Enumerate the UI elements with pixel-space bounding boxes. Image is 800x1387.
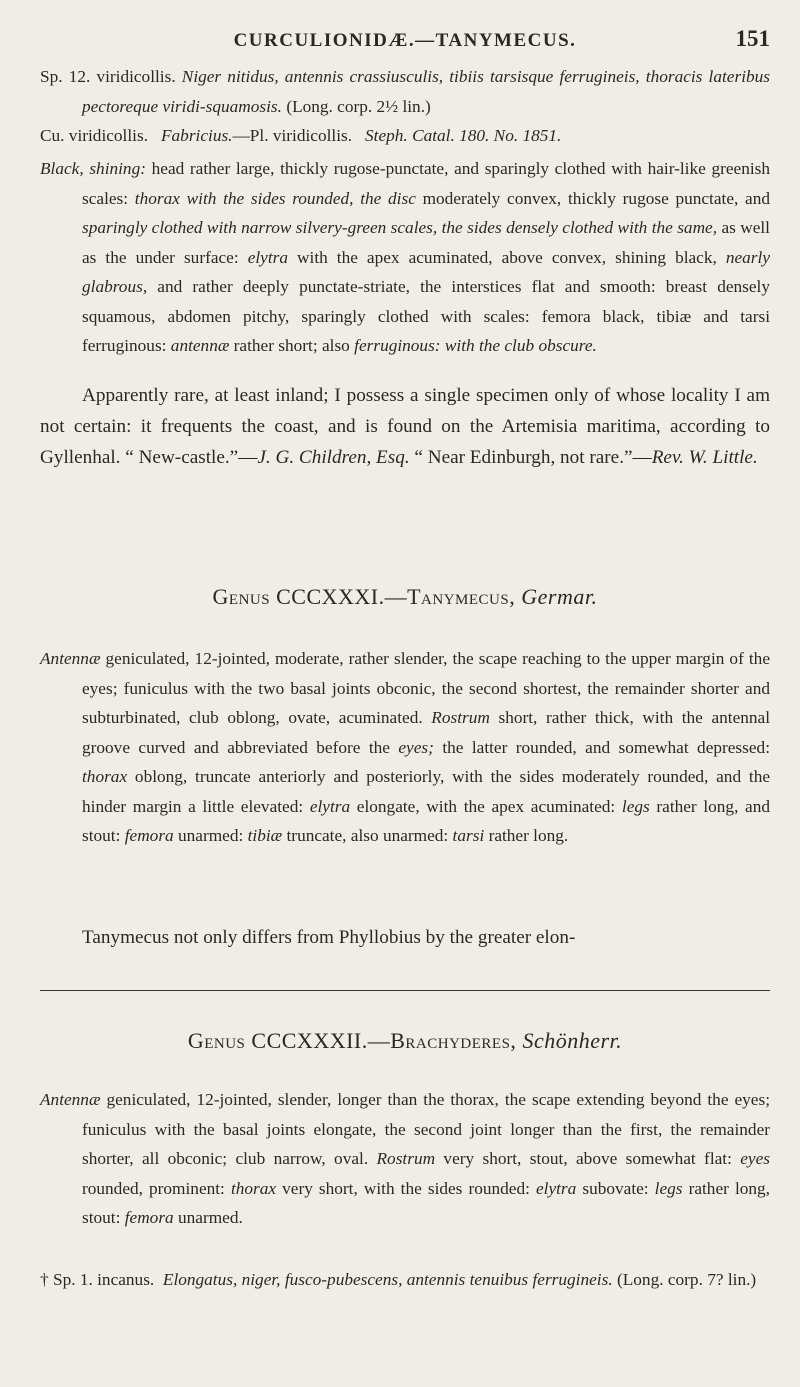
species-1-label: † Sp. 1. incanus.	[40, 1270, 155, 1289]
genus-word: Genus	[212, 584, 271, 609]
g2-antennae: Antennæ	[40, 1090, 101, 1109]
g2-b: very short, stout, above somewhat flat:	[435, 1149, 741, 1168]
habitat-little: Rev. W. Little.	[651, 447, 758, 468]
genus-ccxxxi-diagnosis	[40, 644, 770, 851]
genus2-name: Brachyderes,	[390, 1028, 517, 1053]
desc-elytra: elytra	[247, 247, 288, 267]
g1-d: oblong, truncate anteriorly and posteriorly, with the sides moderately rounded, and the hinder margin a little elevated:	[82, 767, 770, 816]
synonymy-fabricius: Fabricius.	[160, 126, 233, 145]
species-1-entry	[40, 1265, 770, 1295]
desc-thorax-b: moderately convex, thickly rugose punctate, and	[415, 188, 770, 208]
desc-thorax: thorax with the sides rounded, the disc	[134, 188, 416, 208]
genus2-dash: —	[367, 1028, 391, 1053]
g1-femora: femora	[124, 826, 174, 845]
desc-antennae: antennæ	[170, 336, 230, 355]
genus-dash: —	[384, 584, 408, 609]
desc-striate: and rather deeply punctate-striate, the interstices flat and smooth: breast densely squamous, abdomen pitchy, sparingly clothed with scales: femora black, tibiæ and tarsi ferruginous:	[82, 277, 770, 355]
genus2-word: Genus	[187, 1028, 246, 1053]
g1-rostrum: Rostrum	[431, 708, 490, 727]
g2-eyes: eyes	[740, 1149, 770, 1168]
g1-thorax: thorax	[82, 767, 128, 786]
habitat-children: J. G. Children, Esq.	[257, 447, 410, 468]
section-rule	[40, 990, 770, 991]
g2-a: geniculated, 12-jointed, slender, longer than the thorax, the scape extending beyond the eyes; funiculus with the basal joints elongate, the second joint longer than the first, the remainder shorter, all obconic; club narrow, oval.	[82, 1090, 770, 1168]
species-12-latin: Niger nitidus, antennis crassiusculis, tibiis tarsisque ferrugineis, thoracis lateribus pectoreque viridi-squamosis.	[82, 67, 770, 116]
habitat-paragraph	[40, 380, 770, 473]
genus-numeral: CCCXXXI.	[276, 584, 385, 609]
g2-rostrum: Rostrum	[376, 1149, 436, 1168]
species-1-text	[40, 1265, 770, 1295]
species-12-description	[40, 154, 770, 361]
g1-b: short, rather thick, with the antennal groove curved and abbreviated before the	[82, 708, 770, 757]
genus-ccxxxi-heading	[40, 582, 770, 612]
g1-c: the latter rounded, and somewhat depressed:	[433, 737, 770, 757]
g1-h: truncate, also unarmed:	[282, 826, 453, 845]
g2-elytra: elytra	[535, 1178, 577, 1198]
g1-e: elongate, with the apex acuminated:	[350, 796, 622, 816]
genus2-numeral: CCCXXXII.	[251, 1028, 368, 1053]
page-number: 151	[735, 26, 770, 51]
g1-legs: legs	[621, 796, 650, 816]
g1-elytra: elytra	[309, 796, 351, 816]
species-1-measure: (Long. corp. 7? lin.)	[616, 1270, 757, 1289]
running-title: CURCULIONIDÆ.—TANYMECUS.	[233, 30, 577, 51]
genus2-authority: Schönherr.	[522, 1028, 623, 1053]
g1-antennae: Antennæ	[40, 649, 101, 668]
species-1-latin: Elongatus, niger, fusco-pubescens, antennis tenuibus ferrugineis.	[162, 1270, 613, 1289]
species-12-synonymy	[40, 121, 770, 151]
g2-g: unarmed.	[173, 1208, 243, 1227]
g1-f: rather long, and stout:	[82, 796, 771, 845]
g2-thorax: thorax	[230, 1178, 277, 1198]
g1-eyes: eyes;	[398, 737, 434, 757]
genus-ccxxxi-text	[40, 644, 770, 851]
g1-tarsi: tarsi	[452, 826, 485, 845]
tanymecus-paragraph	[40, 922, 770, 953]
desc-under: as well as the under surface:	[82, 218, 770, 267]
synonymy-cu: Cu. viridicollis.	[40, 126, 149, 145]
genus-ccxxxii-heading	[40, 1026, 770, 1056]
genus-ccxxxii-text	[40, 1085, 770, 1233]
synonymy-pl: —Pl. viridicollis.	[232, 126, 353, 145]
desc-lead: Black, shining:	[40, 159, 146, 178]
habitat-a: Apparently rare, at least inland; I possess a single specimen only of whose locality I am not certain: it frequents the coast, and is found on the Artemisia maritima, according to Gyllenhal. “ New-castle.”—	[40, 385, 770, 468]
species-12-diagnosis	[40, 62, 770, 121]
species-12-measure: (Long. corp. 2½ lin.)	[286, 96, 431, 116]
g1-g: unarmed:	[173, 826, 248, 845]
desc-sparingly: sparingly clothed with narrow silvery-green scales, the sides densely clothed with the same,	[82, 218, 718, 237]
species-12-label: Sp. 12. viridicollis.	[40, 67, 176, 86]
tanymecus-text: Tanymecus not only differs from Phyllobius by the greater elon-	[82, 927, 576, 948]
synonymy-stephens: Steph. Catal. 180. No. 1851.	[365, 126, 562, 145]
genus-name: Tanymecus,	[407, 584, 516, 609]
g1-i: rather long.	[484, 826, 569, 845]
running-header	[40, 22, 770, 58]
habitat-text	[40, 380, 770, 473]
g2-femora: femora	[124, 1208, 174, 1227]
desc-head: head rather large, thickly rugose-punctate, and sparingly clothed with hair-like greenish scales:	[82, 159, 770, 208]
g1-tibiae: tibiæ	[247, 826, 283, 845]
species-12-entry	[40, 62, 770, 151]
description-paragraph	[40, 154, 770, 361]
desc-short: rather short; also	[229, 336, 355, 355]
desc-nearly: nearly glabrous,	[82, 247, 770, 296]
desc-apex: with the apex acuminated, above convex, shining black,	[288, 247, 726, 267]
g2-d: very short, with the sides rounded:	[276, 1178, 536, 1198]
g2-legs: legs	[654, 1178, 683, 1198]
genus-authority: Germar.	[521, 584, 598, 609]
g1-a: geniculated, 12-jointed, moderate, rather slender, the scape reaching to the upper margin of the eyes; funiculus with the two basal joints obconic, the second shortest, the remainder shorter and subturbinated, club oblong, ovate, acuminated.	[82, 649, 770, 727]
genus-ccxxxii-diagnosis	[40, 1085, 770, 1233]
habitat-b: “ Near Edinburgh, not rare.”—	[409, 447, 652, 468]
g2-e: subovate:	[576, 1178, 655, 1198]
g2-c: rounded, prominent:	[82, 1178, 231, 1198]
g2-f: rather long, stout:	[82, 1178, 770, 1227]
desc-tail: ferruginous: with the club obscure.	[354, 336, 597, 355]
